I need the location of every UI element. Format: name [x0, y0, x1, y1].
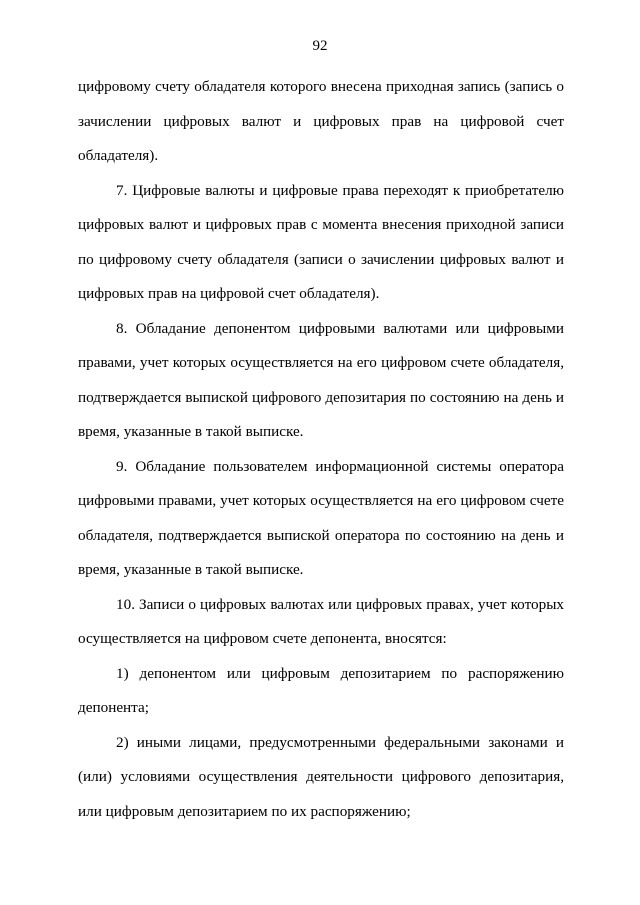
- paragraph-continuation: цифровому счету обладателя которого внесена приходная запись (запись о зачислении цифровых валют и цифровых прав на цифровой счет обладателя).: [78, 78, 564, 164]
- paragraph-item-8: 8. Обладание депонентом цифровыми валютами или цифровыми правами, учет которых осуществляется на его цифровом счете обладателя, подтверждается выпиской цифрового депозитария по состоянию на день и время, указанные в такой выписке.: [78, 319, 564, 440]
- page-number: 92: [312, 38, 328, 54]
- paragraph-subitem-2: 2) иными лицами, предусмотренными федеральными законами и (или) условиями осуществления деятельности цифрового депозитария, или цифровым депозитарием по их распоряжению;: [78, 733, 564, 820]
- paragraph-subitem-1: 1) депонентом или цифровым депозитарием по распоряжению депонента;: [78, 664, 564, 716]
- paragraph-item-9: 9. Обладание пользователем информационной системы оператора цифровыми правами, учет которых осуществляется на его цифровом счете обладателя, подтверждается выпиской оператора по состоянию на день и время, указанные в такой выписке.: [78, 457, 564, 578]
- paragraph-item-7: 7. Цифровые валюты и цифровые права переходят к приобретателю цифровых валют и цифровых прав с момента внесения приходной записи по цифровому счету обладателя (записи о зачислении цифровых валют и цифровых прав на цифровой счет обладателя).: [78, 181, 564, 302]
- document-body: [78, 70, 564, 829]
- paragraph-item-10: 10. Записи о цифровых валютах или цифровых правах, учет которых осуществляется на цифровом счете депонента, вносятся:: [78, 595, 564, 647]
